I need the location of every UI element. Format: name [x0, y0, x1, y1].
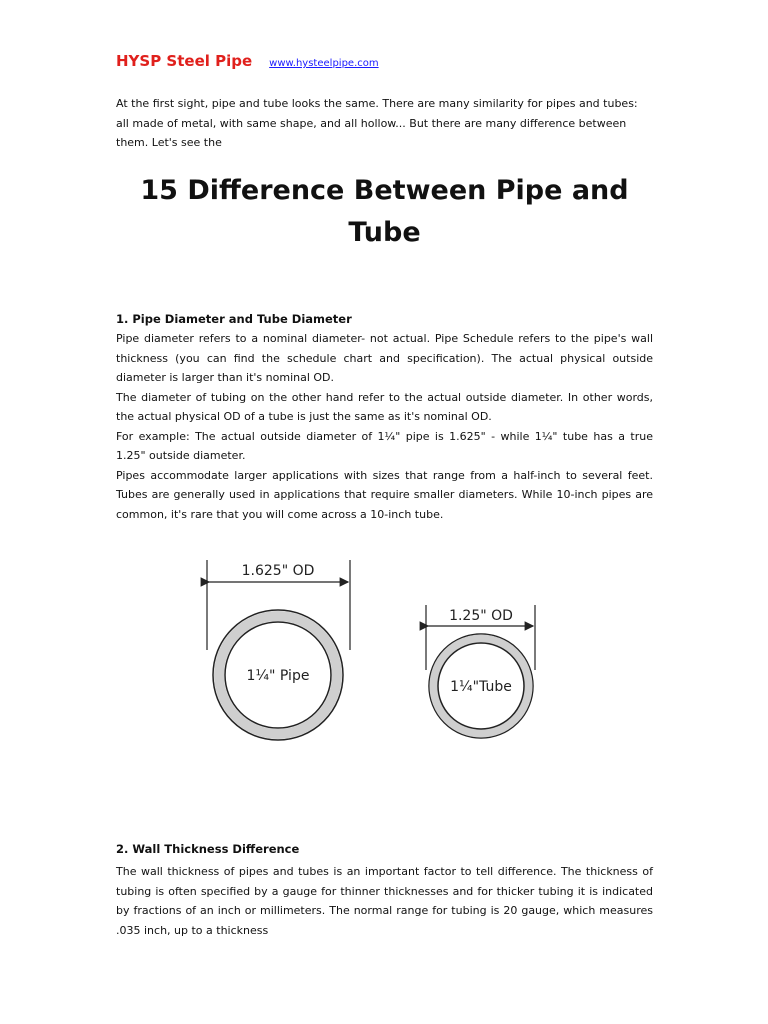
section-1-body [116, 329, 653, 524]
website-link[interactable]: www.hysteelpipe.com [269, 58, 379, 69]
page-header [116, 52, 379, 70]
section-1-paragraph: Pipe diameter refers to a nominal diameter- not actual. Pipe Schedule refers to the pipe's wall thickness (you can find the schedule chart and specification). The actual physical outside diameter is larger than it's nominal OD. [116, 332, 653, 384]
pipe-dimension-label: 1.625" OD [241, 563, 315, 579]
intro-paragraph: At the first sight, pipe and tube looks the same. There are many similarity for pipes and tubes: all made of metal, with same shape, and all hollow... But there are many difference between them. Let's see the [116, 97, 638, 149]
section-1-paragraph: The diameter of tubing on the other hand refer to the actual outside diameter. In other words, the actual physical OD of a tube is just the same as it's nominal OD. [116, 390, 653, 423]
section-1-paragraph: For example: The actual outside diameter of 1¼" pipe is 1.625" - while 1¼" tube has a true 1.25" outside diameter. [116, 429, 653, 462]
page-title: 15 Difference Between Pipe and Tube [140, 175, 629, 248]
tube-label: 1¼"Tube [450, 679, 512, 695]
section-2-paragraph: The wall thickness of pipes and tubes is an important factor to tell difference. The thickness of tubing is often specified by a gauge for thinner thicknesses and for thicker tubing it is indicated by fractions of an inch or millimeters. The normal range for tubing is 20 gauge, which measures .035 inch, up to a thickness [116, 865, 653, 937]
brand-name: HYSP Steel Pipe [116, 52, 253, 70]
pipe-label: 1¼" Pipe [246, 668, 310, 684]
section-2-heading: 2. Wall Thickness Difference [116, 842, 300, 856]
pipe-tube-svg [195, 555, 585, 785]
section-1-paragraph: Pipes accommodate larger applications with sizes that range from a half-inch to several feet. Tubes are generally used in applications that require smaller diameters. While 10-inch pipes are common, it's rare that you will come across a 10-inch tube. [116, 468, 653, 521]
section-1-heading: 1. Pipe Diameter and Tube Diameter [116, 312, 352, 326]
tube-dimension-label: 1.25" OD [449, 608, 513, 624]
pipe-tube-diagram [195, 555, 585, 785]
